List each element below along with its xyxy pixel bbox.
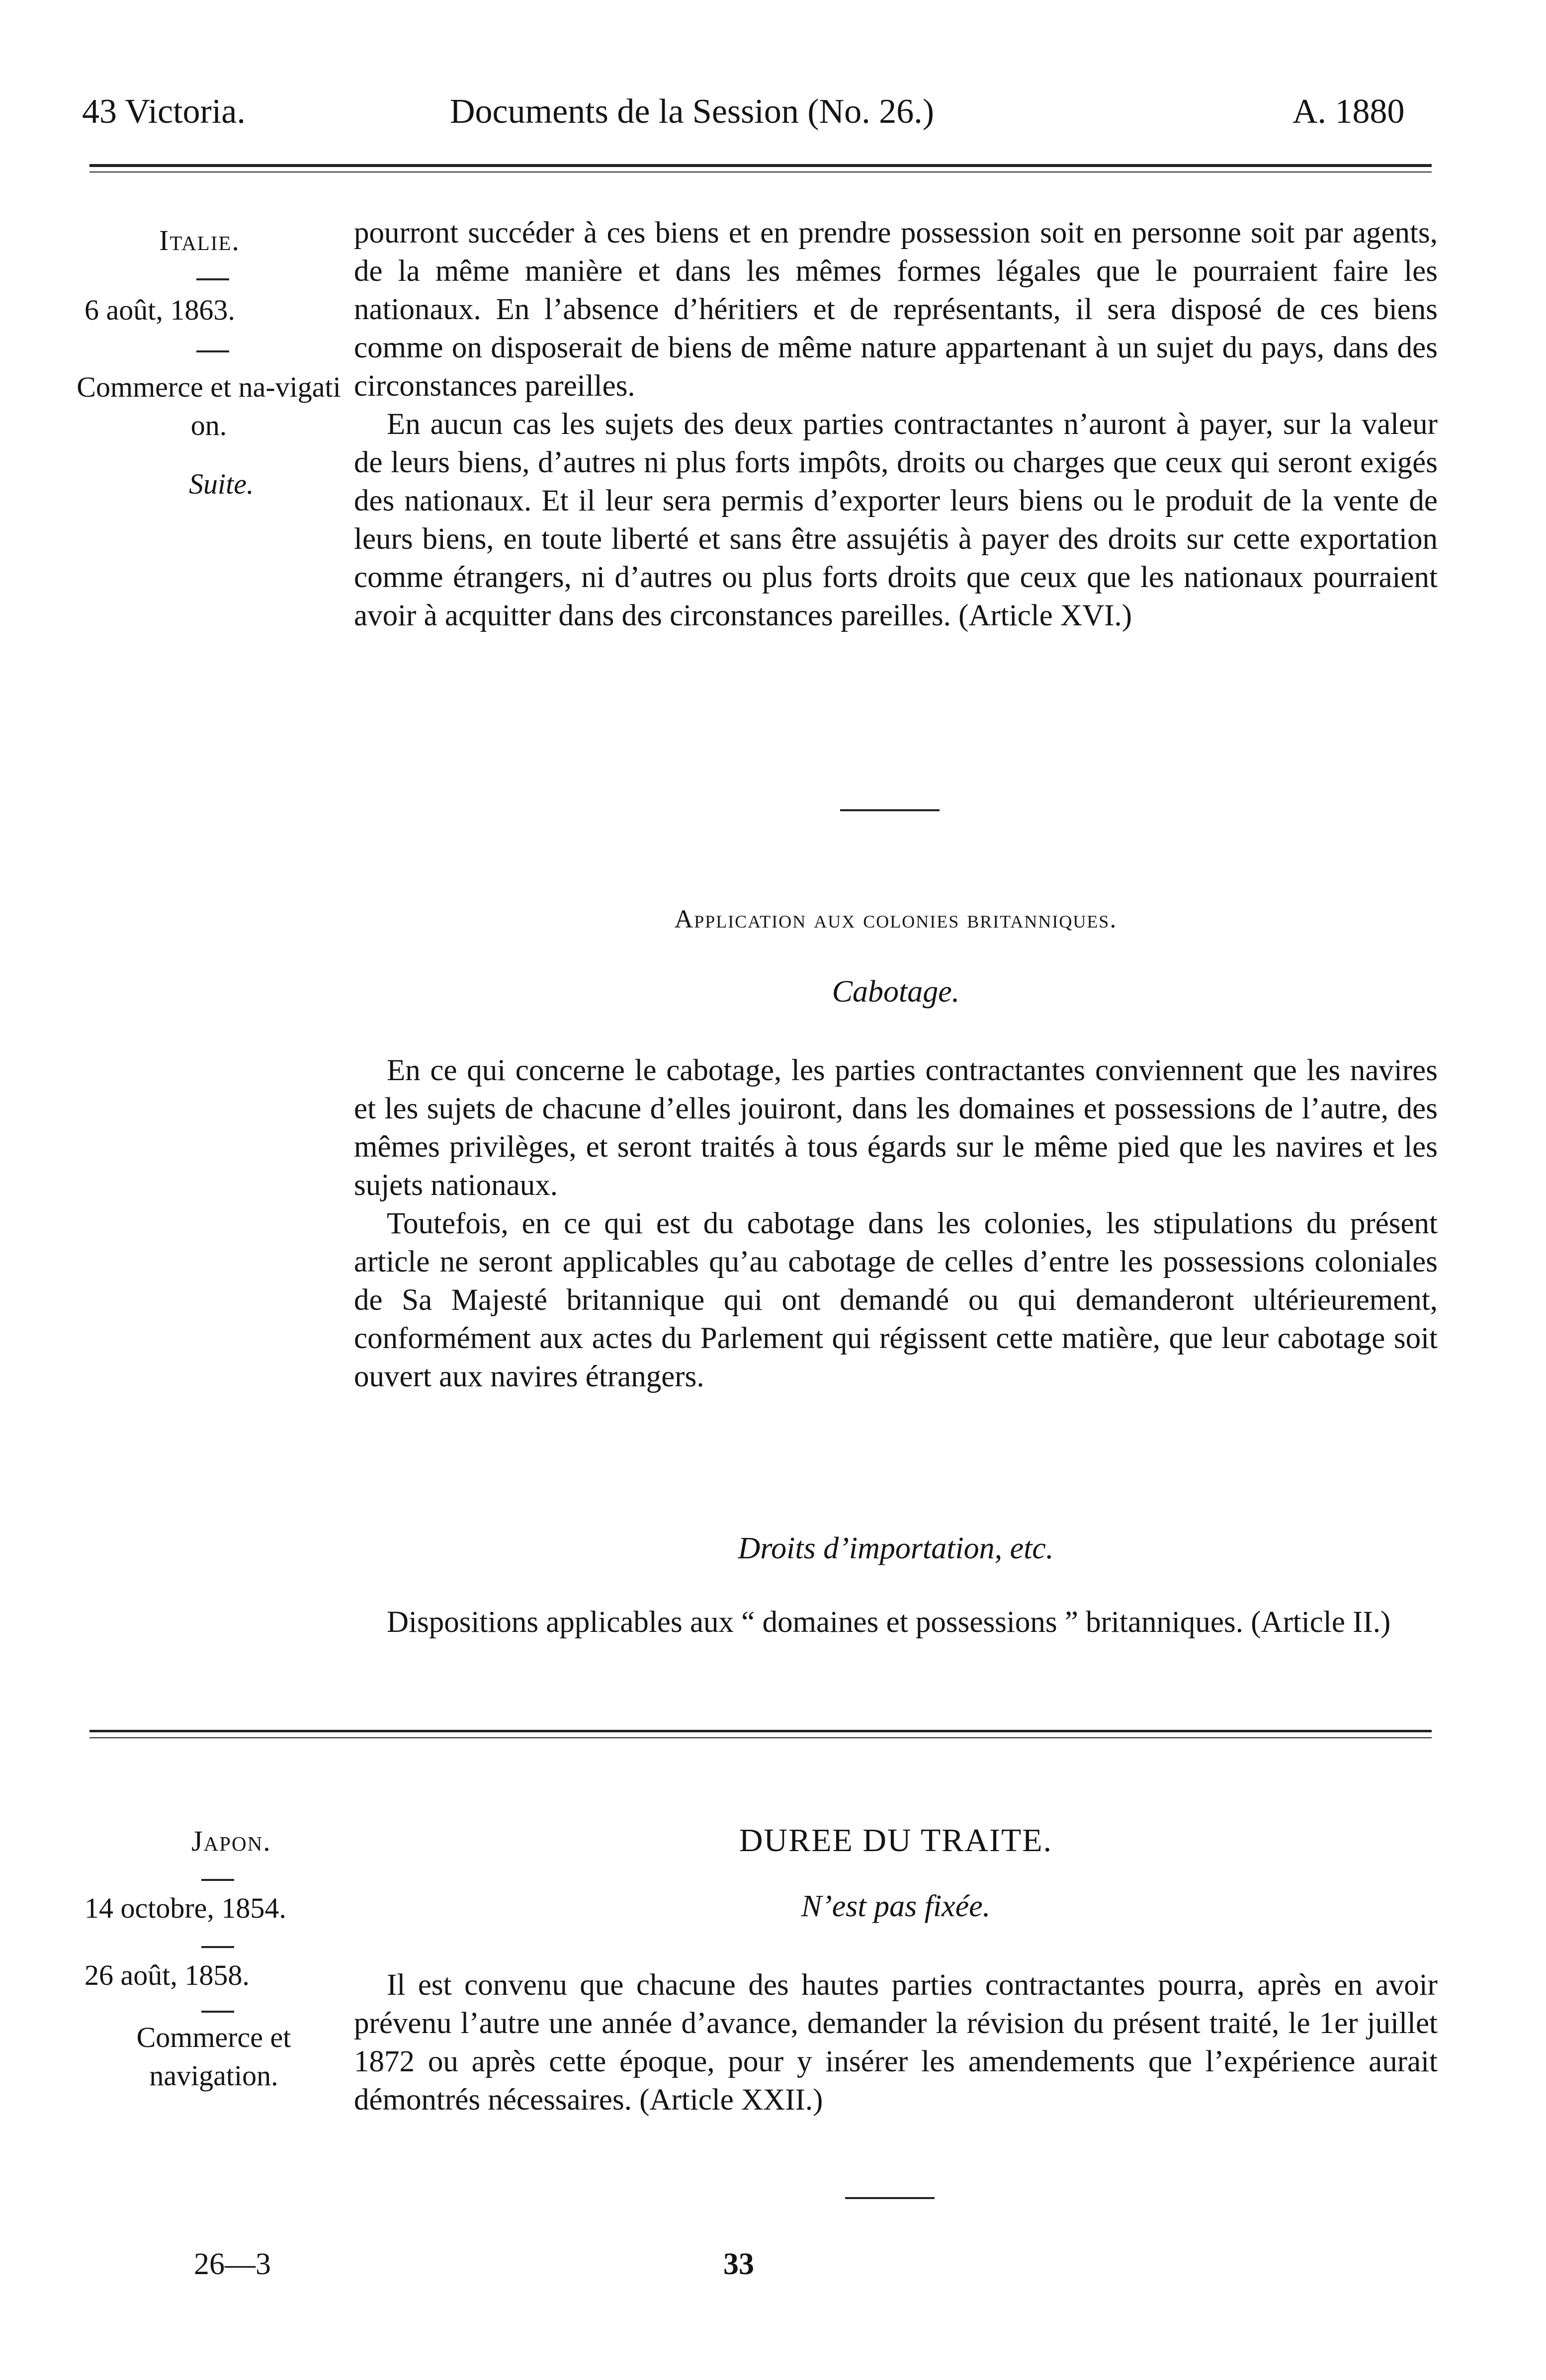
article-xvi-text [354, 214, 1438, 635]
header-rule-thick [89, 164, 1432, 167]
footer-signature-mark: 26—3 [194, 2247, 271, 2281]
paragraph: En ce qui concerne le cabotage, les parties contractantes conviennent que les navires et les sujets de chacune d’elles jouiront, dans les domaines et possessions de l’autre, des mêmes privilèges, et seront traités à tous égards sur le même pied que les navires et les sujets nationaux. [354, 1054, 1438, 1202]
sidenote-date: 14 octobre, 1854. [85, 1892, 286, 1924]
sidenote-country: Japon. [191, 1825, 271, 1857]
header-rule-thin [89, 171, 1432, 172]
article-xxii-text [354, 1966, 1438, 2119]
paragraph: En aucun cas les sujets des deux parties contractantes n’auront à payer, sur la valeur de leurs biens, d’autres ni plus forts impôts, droits ou charges que ceux qui seront exigés des nationaux. Et il leur sera permis d’exporter leurs biens ou le produit de la vente de leurs biens, en toute liberté et sans être assujétis à payer des droits sur cette exportation comme étrangers, ni d’autres ou plus forts droits que ceux que les nationaux pourraient avoir à acquitter dans des circonstances pareilles. (Article XVI.) [354, 408, 1438, 632]
droits-text [354, 1603, 1438, 1641]
sidenote-dash [201, 1946, 234, 1948]
paragraph: Il est convenu que chacune des hautes parties contractantes pourra, après en avoir prévenu l’autre une année d’avance, demander la révision du présent traité, le 1er juillet 1872 ou après cette époque, pour y insérer les amendements que l’expérience aurait démontrés nécessaires. (Article XXII.) [354, 1968, 1438, 2117]
sidenote-suite: Suite. [189, 468, 254, 500]
section-separator [845, 2197, 935, 2199]
sidenote-dash [201, 1879, 234, 1881]
sidenote-subject: Commerce et navigation. [136, 2021, 291, 2092]
paragraph: Toutefois, en ce qui est du cabotage dans les colonies, les stipulations du présent article ne seront applicables qu’au cabotage de celles d’entre les possessions coloniales de Sa Majesté britannique qui ont demandé ou qui demanderont ultérieurement, conformément aux actes du Parlement qui régissent cette matière, que leur cabotage soit ouvert aux navires étrangers. [354, 1207, 1438, 1393]
paragraph: pourront succéder à ces biens et en prendre possession soit en personne soit par agents, de la même manière et dans les mêmes formes légales que le pourraient faire les nationaux. En l’absence d’héritiers et de représentants, il sera disposé de ces biens comme on disposerait de biens de même nature appartenant à un sujet du pays, dans des circonstances pareilles. [354, 216, 1438, 403]
section-heading: DUREE DU TRAITE. [739, 1822, 1053, 1859]
sidenote-dash [201, 2011, 234, 2013]
subheading-cabotage: Cabotage. [832, 975, 960, 1009]
header-session-year: 43 Victoria. [82, 92, 246, 131]
sidenote-date: 26 août, 1858. [85, 1959, 250, 1991]
paragraph: Dispositions applicables aux “ domaines et possessions ” britanniques. (Article II.) [387, 1606, 1391, 1639]
section-divider-thin [89, 1737, 1432, 1738]
sidenote-dash [196, 278, 229, 280]
header-document-title: Documents de la Session (No. 26.) [450, 92, 935, 131]
header-series: A. 1880 [1292, 92, 1405, 131]
section-separator [840, 809, 940, 811]
subheading-droits: Droits d’importation, etc. [738, 1531, 1054, 1565]
sidenote-dash [196, 350, 229, 352]
section-heading: Application aux colonies britanniques. [674, 905, 1117, 934]
sidenote-country: Italie. [159, 224, 240, 256]
sidenote-date: 6 août, 1863. [85, 294, 235, 326]
subheading-duree: N’est pas fixée. [801, 1889, 991, 1923]
page-number: 33 [723, 2247, 754, 2281]
sidenote-subject: Commerce et na-vigation. [77, 371, 341, 441]
cabotage-text [354, 1051, 1438, 1396]
section-divider-thick [89, 1730, 1432, 1732]
